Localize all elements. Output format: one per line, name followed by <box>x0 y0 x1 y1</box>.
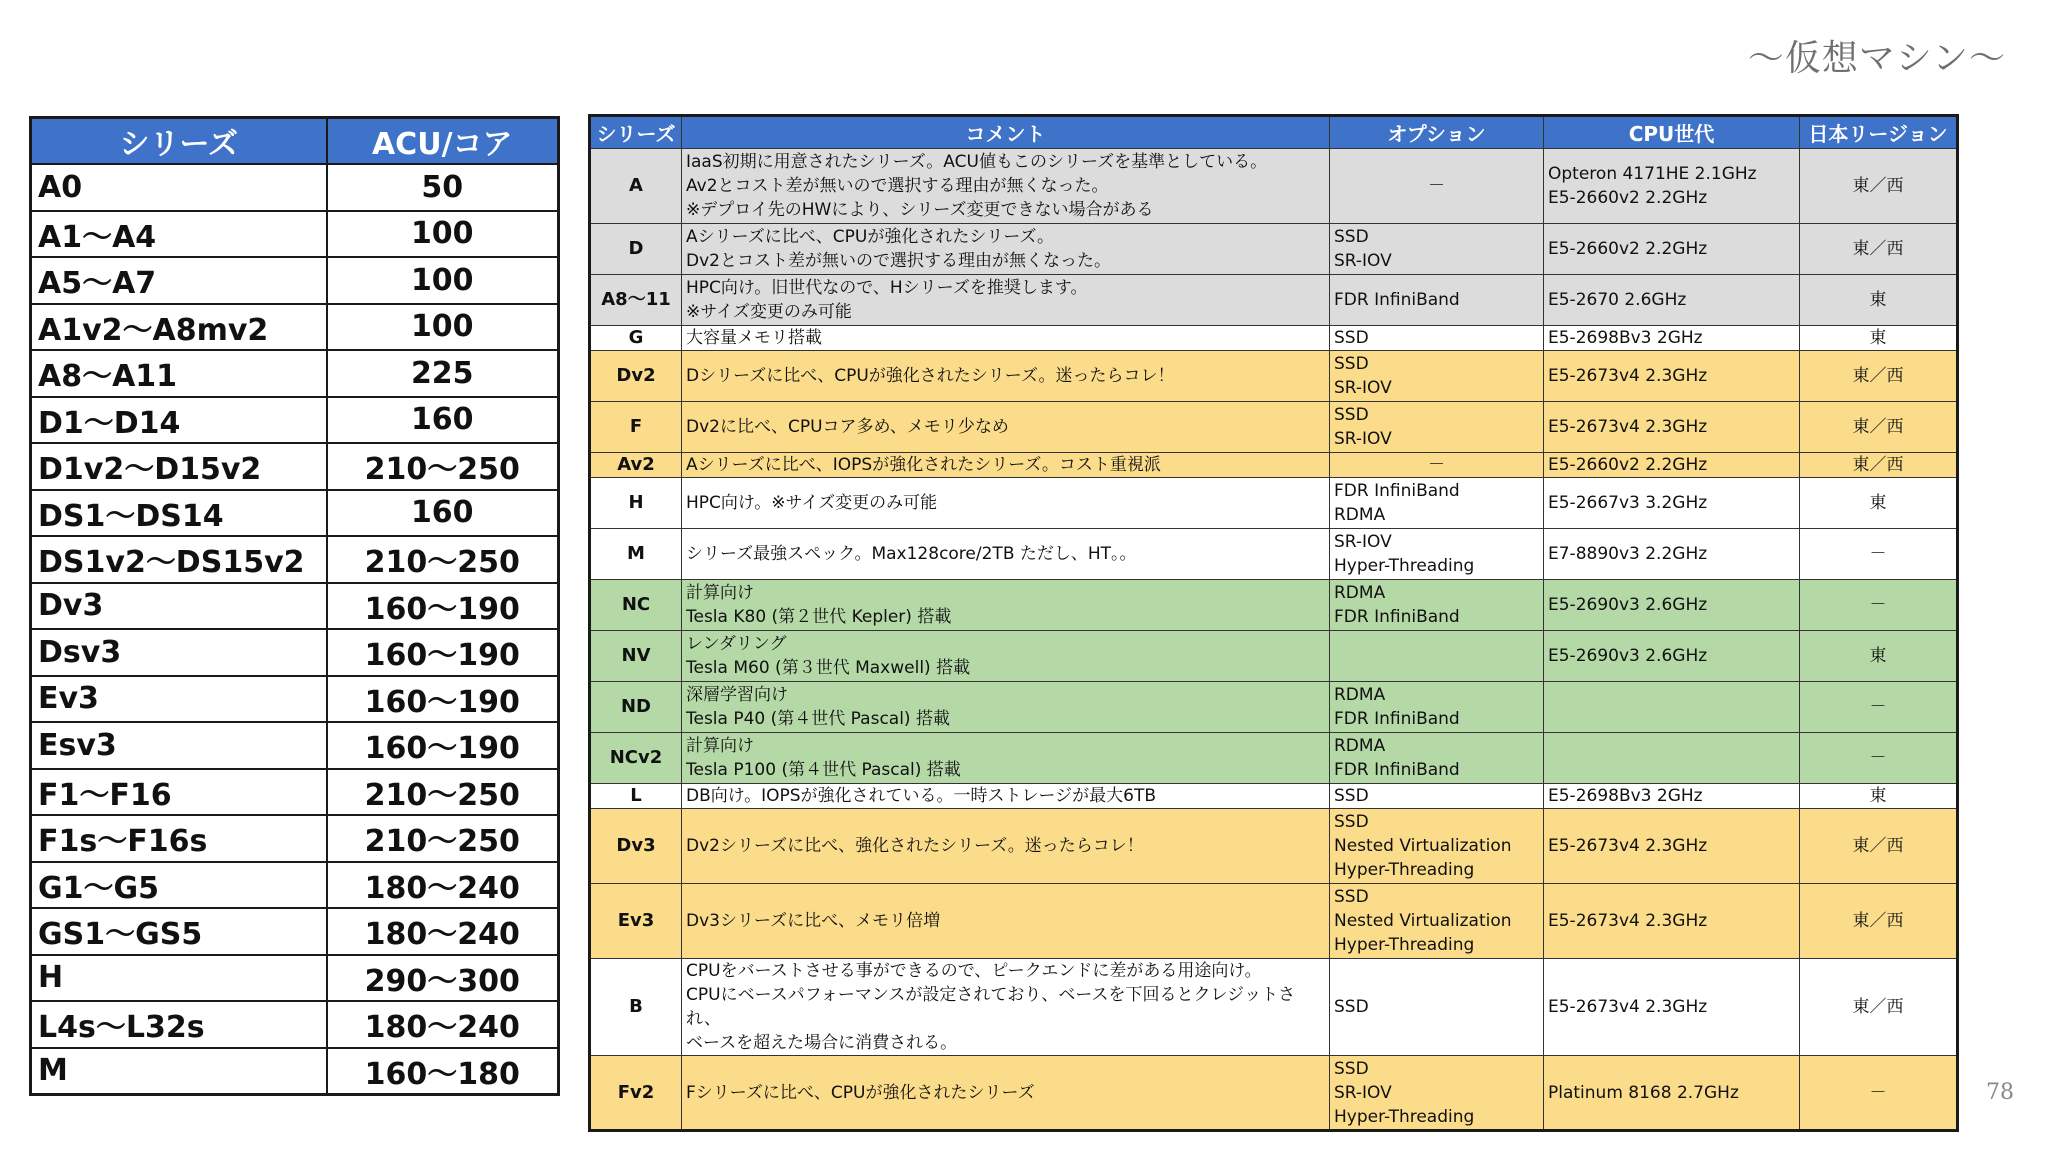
vm-comment-cell-line: DB向け。IOPSが強化されている。一時ストレージが最大6TB <box>686 786 1157 806</box>
vm-comment-cell <box>682 733 1330 784</box>
acu-value-cell: 100 <box>327 257 559 304</box>
vm-cpu-cell <box>1544 884 1800 959</box>
acu-row <box>31 769 559 816</box>
vm-option-cell <box>1330 224 1544 275</box>
vm-cpu-cell <box>1544 326 1800 351</box>
acu-table-header <box>31 118 559 165</box>
vm-option-cell-line: RDMA <box>1334 583 1386 603</box>
acu-series-cell: A0 <box>31 164 327 211</box>
vm-cpu-cell <box>1544 275 1800 326</box>
vm-series-cell: L <box>590 784 682 809</box>
vm-option-cell <box>1330 453 1544 478</box>
vm-comment-cell-line: CPUにベースパフォーマンスが設定されており、ベースを下回るとクレジットされ、 <box>686 985 1296 1029</box>
vm-option-cell-line: SSD <box>1334 405 1369 425</box>
vm-comment-cell <box>682 682 1330 733</box>
vm-comment-cell-line: Av2とコスト差が無いので選択する理由が無くなった。 <box>686 176 1109 196</box>
vm-option-cell-line: SR-IOV <box>1334 532 1392 552</box>
vm-cpu-cell-line: E5-2667v3 3.2GHz <box>1548 493 1708 513</box>
vm-option-cell-line: FDR InfiniBand <box>1334 760 1460 780</box>
vm-cpu-cell-line: E5-2670 2.6GHz <box>1548 290 1687 310</box>
acu-value-cell: 160～190 <box>327 676 559 723</box>
vm-option-cell-line: SR-IOV <box>1334 378 1392 398</box>
acu-row <box>31 583 559 630</box>
vm-cpu-cell-line: E5-2673v4 2.3GHz <box>1548 366 1708 386</box>
vm-option-cell-line: RDMA <box>1334 736 1386 756</box>
vm-option-cell <box>1330 631 1544 682</box>
vm-option-cell-line: SSD <box>1334 887 1369 907</box>
vm-region-cell: 東／西 <box>1800 402 1958 453</box>
vm-series-cell: NV <box>590 631 682 682</box>
page-number: 78 <box>1986 1080 2014 1105</box>
vm-option-cell <box>1330 478 1544 529</box>
vm-region-cell: 東 <box>1800 275 1958 326</box>
acu-value-cell: 290～300 <box>327 955 559 1002</box>
vm-option-cell-line: SSD <box>1334 227 1369 247</box>
vm-cpu-cell <box>1544 1056 1800 1131</box>
acu-value-cell: 225 <box>327 350 559 397</box>
vm-comment-cell-line: ※デプロイ先のHWにより、シリーズ変更できない場合がある <box>686 200 1154 220</box>
vm-series-cell: Dv2 <box>590 351 682 402</box>
acu-series-cell: D1～D14 <box>31 397 327 444</box>
vm-comment-cell <box>682 478 1330 529</box>
vm-cpu-cell <box>1544 631 1800 682</box>
vm-row <box>590 733 1958 784</box>
vm-cpu-cell-line: Opteron 4171HE 2.1GHz <box>1548 164 1757 184</box>
vm-comment-cell <box>682 351 1330 402</box>
acu-row <box>31 257 559 304</box>
vm-option-cell <box>1330 149 1544 224</box>
acu-row <box>31 490 559 537</box>
vm-cpu-cell-line: E5-2660v2 2.2GHz <box>1548 455 1708 475</box>
vm-cpu-cell-line: Platinum 8168 2.7GHz <box>1548 1082 1739 1103</box>
vm-row <box>590 682 1958 733</box>
vm-cpu-cell-line: E5-2673v4 2.3GHz <box>1548 836 1708 856</box>
vm-comment-cell-line: Dv2シリーズに比べ、強化されたシリーズ。迷ったらコレ！ <box>686 836 1144 856</box>
acu-series-cell: F1s～F16s <box>31 815 327 862</box>
vm-series-cell: Dv3 <box>590 809 682 884</box>
vm-option-cell-line: SR-IOV <box>1334 429 1392 449</box>
vm-cpu-cell-line: E5-2690v3 2.6GHz <box>1548 595 1708 615</box>
vm-comment-cell-line: Dシリーズに比べ、CPUが強化されたシリーズ。迷ったらコレ！ <box>686 366 1175 386</box>
vm-cpu-cell-line: E5-2673v4 2.3GHz <box>1548 911 1708 931</box>
vm-option-cell-line: － <box>1428 455 1445 475</box>
vm-region-cell: 東／西 <box>1800 224 1958 275</box>
page-title: ～仮想マシン～ <box>1747 38 2006 79</box>
acu-series-cell: L4s～L32s <box>31 1001 327 1048</box>
vm-comment-cell-line: Tesla M60 (第３世代 Maxwell) 搭載 <box>686 658 971 678</box>
vm-region-cell: 東／西 <box>1800 884 1958 959</box>
acu-header-series: シリーズ <box>31 118 327 165</box>
vm-option-cell-line: FDR InfiniBand <box>1334 290 1460 310</box>
acu-row <box>31 1048 559 1095</box>
vm-row <box>590 784 1958 809</box>
vm-series-cell: Ev3 <box>590 884 682 959</box>
vm-region-cell: 東／西 <box>1800 351 1958 402</box>
acu-row <box>31 397 559 444</box>
vm-row <box>590 580 1958 631</box>
vm-row <box>590 529 1958 580</box>
vm-comment-cell <box>682 402 1330 453</box>
vm-series-cell: M <box>590 529 682 580</box>
acu-value-cell: 160 <box>327 397 559 444</box>
vm-comment-cell-line: 深層学習向け <box>686 685 788 705</box>
vm-comment-cell-line: シリーズ最強スペック。Max128core/2TB ただし、HT。。 <box>686 544 1137 564</box>
acu-series-cell: D1v2～D15v2 <box>31 443 327 490</box>
acu-series-cell: Dsv3 <box>31 629 327 676</box>
vm-cpu-cell <box>1544 453 1800 478</box>
vm-cpu-cell <box>1544 733 1800 784</box>
vm-cpu-cell <box>1544 478 1800 529</box>
vm-row <box>590 326 1958 351</box>
vm-comment-cell <box>682 1056 1330 1131</box>
acu-value-cell: 160～180 <box>327 1048 559 1095</box>
vm-row <box>590 149 1958 224</box>
acu-series-cell: M <box>31 1048 327 1095</box>
acu-value-cell: 210～250 <box>327 536 559 583</box>
vm-region-cell: － <box>1800 682 1958 733</box>
vm-cpu-cell-line: E5-2698Bv3 2GHz <box>1548 786 1703 806</box>
acu-row <box>31 629 559 676</box>
vm-comment-cell-line: Dv2に比べ、CPUコア多め、メモリ少なめ <box>686 417 1009 437</box>
acu-series-cell: DS1v2～DS15v2 <box>31 536 327 583</box>
vm-region-cell: 東／西 <box>1800 149 1958 224</box>
acu-value-cell: 50 <box>327 164 559 211</box>
vm-row <box>590 809 1958 884</box>
vm-option-cell-line: FDR InfiniBand <box>1334 481 1460 501</box>
vm-cpu-cell <box>1544 959 1800 1056</box>
acu-value-cell: 100 <box>327 211 559 258</box>
vm-option-cell-line: Hyper-Threading <box>1334 935 1475 955</box>
vm-region-cell: 東／西 <box>1800 453 1958 478</box>
vm-option-cell-line: SSD <box>1334 812 1369 832</box>
vm-option-cell-line: FDR InfiniBand <box>1334 607 1460 627</box>
vm-option-cell <box>1330 682 1544 733</box>
vm-region-cell: 東／西 <box>1800 809 1958 884</box>
vm-row <box>590 631 1958 682</box>
vm-comment-cell-line: CPUをバーストさせる事ができるので、ピークエンドに差がある用途向け。 <box>686 961 1262 981</box>
vm-region-cell: 東 <box>1800 478 1958 529</box>
vm-cpu-cell <box>1544 351 1800 402</box>
acu-row <box>31 443 559 490</box>
vm-series-cell: NCv2 <box>590 733 682 784</box>
vm-option-cell-line: SR-IOV <box>1334 251 1392 271</box>
vm-series-cell: ND <box>590 682 682 733</box>
acu-row <box>31 1001 559 1048</box>
vm-comment-cell <box>682 149 1330 224</box>
vm-series-cell: G <box>590 326 682 351</box>
vm-comment-cell-line: ※サイズ変更のみ可能 <box>686 302 852 322</box>
vm-header-comment: コメント <box>682 116 1330 149</box>
vm-option-cell <box>1330 275 1544 326</box>
acu-value-cell: 160～190 <box>327 722 559 769</box>
vm-cpu-cell-line: E5-2690v3 2.6GHz <box>1548 646 1708 666</box>
vm-comment-cell <box>682 529 1330 580</box>
vm-option-cell <box>1330 1056 1544 1131</box>
vm-option-cell <box>1330 959 1544 1056</box>
vm-table-header <box>590 116 1958 149</box>
vm-comment-cell-line: IaaS初期に用意されたシリーズ。ACU値もこのシリーズを基準としている。 <box>686 152 1268 172</box>
acu-table <box>29 116 560 1096</box>
vm-region-cell: 東／西 <box>1800 959 1958 1056</box>
vm-series-cell: Av2 <box>590 453 682 478</box>
vm-comment-cell <box>682 580 1330 631</box>
acu-value-cell: 160～190 <box>327 629 559 676</box>
acu-series-cell: Ev3 <box>31 676 327 723</box>
vm-option-cell <box>1330 529 1544 580</box>
vm-option-cell-line: SSD <box>1334 354 1369 374</box>
acu-value-cell: 160～190 <box>327 583 559 630</box>
acu-series-cell: Dv3 <box>31 583 327 630</box>
vm-option-cell-line: SR-IOV <box>1334 1082 1392 1103</box>
acu-row <box>31 350 559 397</box>
vm-row <box>590 275 1958 326</box>
vm-header-cpu: CPU世代 <box>1544 116 1800 149</box>
vm-row <box>590 402 1958 453</box>
vm-option-cell <box>1330 326 1544 351</box>
acu-series-cell: A8～A11 <box>31 350 327 397</box>
vm-option-cell-line: FDR InfiniBand <box>1334 709 1460 729</box>
acu-series-cell: GS1～GS5 <box>31 908 327 955</box>
acu-series-cell: A1～A4 <box>31 211 327 258</box>
vm-comment-cell-line: HPC向け。旧世代なので、Hシリーズを推奨します。 <box>686 278 1088 298</box>
vm-series-cell: A8～11 <box>590 275 682 326</box>
vm-option-cell-line: Hyper-Threading <box>1334 1106 1475 1127</box>
acu-row <box>31 815 559 862</box>
vm-option-cell <box>1330 733 1544 784</box>
vm-cpu-cell-line: E7-8890v3 2.2GHz <box>1548 544 1708 564</box>
acu-row <box>31 211 559 258</box>
vm-option-cell <box>1330 402 1544 453</box>
acu-value-cell: 180～240 <box>327 1001 559 1048</box>
acu-value-cell: 210～250 <box>327 443 559 490</box>
acu-row <box>31 676 559 723</box>
vm-comment-cell-line: HPC向け。※サイズ変更のみ可能 <box>686 493 938 513</box>
vm-comment-cell-line: Dv2とコスト差が無いので選択する理由が無くなった。 <box>686 251 1111 271</box>
vm-comment-cell <box>682 784 1330 809</box>
vm-series-cell: A <box>590 149 682 224</box>
vm-option-cell-line: Nested Virtualization <box>1334 836 1512 856</box>
vm-comment-cell-line: ベースを超えた場合に消費される。 <box>686 1033 958 1053</box>
vm-comment-cell-line: 計算向け <box>686 736 754 756</box>
acu-row <box>31 722 559 769</box>
acu-series-cell: DS1～DS14 <box>31 490 327 537</box>
acu-row <box>31 908 559 955</box>
vm-option-cell-line: SSD <box>1334 328 1369 348</box>
vm-option-cell-line: RDMA <box>1334 685 1386 705</box>
vm-comment-cell <box>682 809 1330 884</box>
vm-cpu-cell-line: E5-2660v2 2.2GHz <box>1548 188 1708 208</box>
vm-row <box>590 1056 1958 1131</box>
vm-comment-cell <box>682 959 1330 1056</box>
acu-row <box>31 164 559 211</box>
vm-comment-cell-line: 計算向け <box>686 583 754 603</box>
vm-option-cell <box>1330 809 1544 884</box>
acu-value-cell: 180～240 <box>327 862 559 909</box>
vm-comment-cell-line: Aシリーズに比べ、CPUが強化されたシリーズ。 <box>686 227 1055 247</box>
vm-cpu-cell <box>1544 784 1800 809</box>
vm-comment-cell <box>682 884 1330 959</box>
vm-option-cell-line: － <box>1428 176 1445 196</box>
vm-series-cell: H <box>590 478 682 529</box>
vm-comment-cell <box>682 631 1330 682</box>
vm-series-cell: Fv2 <box>590 1056 682 1131</box>
vm-cpu-cell <box>1544 529 1800 580</box>
vm-comment-cell <box>682 275 1330 326</box>
vm-cpu-cell-line: E5-2660v2 2.2GHz <box>1548 239 1708 259</box>
vm-option-cell-line: RDMA <box>1334 505 1386 525</box>
acu-series-cell: A5～A7 <box>31 257 327 304</box>
vm-option-cell-line: SSD <box>1334 997 1369 1017</box>
vm-header-region: 日本リージョン <box>1800 116 1958 149</box>
vm-row <box>590 884 1958 959</box>
vm-cpu-cell <box>1544 224 1800 275</box>
vm-comment-cell-line: 大容量メモリ搭載 <box>686 328 822 348</box>
vm-cpu-cell <box>1544 580 1800 631</box>
vm-header-option: オプション <box>1330 116 1544 149</box>
vm-option-cell <box>1330 784 1544 809</box>
acu-row <box>31 955 559 1002</box>
vm-cpu-cell <box>1544 809 1800 884</box>
vm-comment-cell-line: レンダリング <box>686 634 787 654</box>
vm-comment-cell-line: Aシリーズに比べ、IOPSが強化されたシリーズ。コスト重視派 <box>686 455 1161 475</box>
vm-series-cell: B <box>590 959 682 1056</box>
acu-row <box>31 536 559 583</box>
vm-series-cell: NC <box>590 580 682 631</box>
vm-comment-cell-line: Dv3シリーズに比べ、メモリ倍増 <box>686 911 941 931</box>
vm-option-cell-line: SSD <box>1334 1058 1369 1079</box>
vm-row <box>590 224 1958 275</box>
acu-series-cell: G1～G5 <box>31 862 327 909</box>
vm-comment-cell <box>682 453 1330 478</box>
vm-cpu-cell <box>1544 402 1800 453</box>
acu-value-cell: 210～250 <box>327 815 559 862</box>
acu-row <box>31 862 559 909</box>
vm-region-cell: 東 <box>1800 631 1958 682</box>
acu-value-cell: 100 <box>327 304 559 351</box>
acu-value-cell: 210～250 <box>327 769 559 816</box>
acu-series-cell: A1v2～A8mv2 <box>31 304 327 351</box>
vm-row <box>590 453 1958 478</box>
acu-series-cell: F1～F16 <box>31 769 327 816</box>
acu-header-acu: ACU/コア <box>327 118 559 165</box>
acu-series-cell: Esv3 <box>31 722 327 769</box>
vm-row <box>590 478 1958 529</box>
vm-region-cell: 東 <box>1800 326 1958 351</box>
vm-region-cell: － <box>1800 733 1958 784</box>
vm-cpu-cell-line: E5-2673v4 2.3GHz <box>1548 997 1708 1017</box>
vm-comment-cell-line: Fシリーズに比べ、CPUが強化されたシリーズ <box>686 1082 1035 1103</box>
vm-option-cell-line: SSD <box>1334 786 1369 806</box>
acu-series-cell: H <box>31 955 327 1002</box>
vm-option-cell-line: Nested Virtualization <box>1334 911 1512 931</box>
vm-row <box>590 351 1958 402</box>
acu-value-cell: 180～240 <box>327 908 559 955</box>
vm-option-cell <box>1330 580 1544 631</box>
vm-option-cell <box>1330 351 1544 402</box>
vm-comment-cell <box>682 326 1330 351</box>
vm-comment-cell <box>682 224 1330 275</box>
vm-region-cell: － <box>1800 1056 1958 1131</box>
vm-row <box>590 959 1958 1056</box>
vm-comment-cell-line: Tesla P40 (第４世代 Pascal) 搭載 <box>686 709 950 729</box>
acu-value-cell: 160 <box>327 490 559 537</box>
vm-cpu-cell <box>1544 149 1800 224</box>
acu-row <box>31 304 559 351</box>
vm-comment-cell-line: Tesla K80 (第２世代 Kepler) 搭載 <box>686 607 952 627</box>
vm-option-cell-line: Hyper-Threading <box>1334 556 1475 576</box>
vm-region-cell: － <box>1800 580 1958 631</box>
vm-region-cell: 東 <box>1800 784 1958 809</box>
vm-cpu-cell-line: E5-2698Bv3 2GHz <box>1548 328 1703 348</box>
vm-cpu-cell <box>1544 682 1800 733</box>
vm-option-cell <box>1330 884 1544 959</box>
vm-header-series: シリーズ <box>590 116 682 149</box>
vm-option-cell-line: Hyper-Threading <box>1334 860 1475 880</box>
vm-series-table <box>588 114 1959 1132</box>
vm-series-cell: D <box>590 224 682 275</box>
vm-cpu-cell-line: E5-2673v4 2.3GHz <box>1548 417 1708 437</box>
vm-comment-cell-line: Tesla P100 (第４世代 Pascal) 搭載 <box>686 760 961 780</box>
vm-series-cell: F <box>590 402 682 453</box>
vm-region-cell: － <box>1800 529 1958 580</box>
